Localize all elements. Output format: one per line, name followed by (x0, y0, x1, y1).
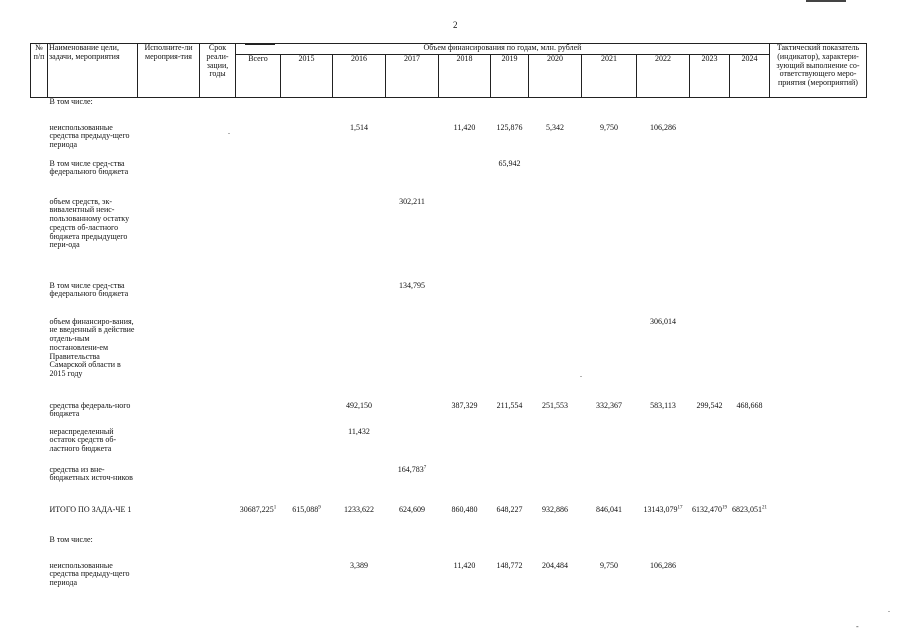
value-cell (281, 506, 333, 536)
header-funding: Объем финансирования по годам, млн. рублей (236, 44, 770, 55)
value-cell (386, 466, 439, 506)
value-cell (333, 466, 386, 506)
indicator-cell (770, 506, 867, 536)
table-row (31, 562, 867, 602)
row-name: В том числе сред-ства федерального бюджета (49, 158, 129, 177)
table-row (31, 428, 867, 466)
corner-mark (806, 0, 846, 2)
value-cell (637, 160, 690, 198)
indicator-cell (770, 318, 867, 402)
value-cell (529, 160, 582, 198)
value-cell (491, 98, 529, 124)
table-row (31, 98, 867, 124)
empty-cell (200, 466, 236, 506)
value-cell (333, 282, 386, 318)
value-cell (333, 402, 386, 428)
value-cell (529, 562, 582, 602)
cell-value: 3,389 (350, 560, 368, 570)
value-cell (236, 428, 281, 466)
cell-value: 65,942 (498, 158, 521, 168)
value-cell (730, 428, 770, 466)
empty-cell (200, 318, 236, 402)
row-name: В том числе: (49, 97, 93, 106)
value-cell (386, 282, 439, 318)
empty-cell (138, 562, 200, 602)
empty-cell (138, 198, 200, 282)
empty-cell (138, 318, 200, 402)
row-name: ИТОГО ПО ЗАДА-ЧЕ 1 (49, 504, 132, 514)
stray-mark: . (580, 370, 582, 379)
table-row (31, 402, 867, 428)
value-cell (637, 466, 690, 506)
value-cell (333, 562, 386, 602)
indicator-cell (770, 562, 867, 602)
cell-value: 251,553 (542, 400, 568, 410)
value-cell (386, 562, 439, 602)
empty-cell (200, 198, 236, 282)
value-cell (582, 124, 637, 160)
value-cell (582, 402, 637, 428)
value-cell (281, 428, 333, 466)
value-cell (281, 282, 333, 318)
empty-cell (200, 160, 236, 198)
row-number-cell (31, 198, 48, 282)
indicator-cell (770, 282, 867, 318)
row-number-cell (31, 318, 48, 402)
table-row (31, 198, 867, 282)
value-cell (529, 506, 582, 536)
value-cell (491, 160, 529, 198)
cell-value: 860,480 (451, 504, 478, 514)
row-name: средства из вне-бюджетных источ-ников (49, 464, 133, 483)
indicator-cell (770, 160, 867, 198)
value-cell (690, 536, 730, 562)
value-cell (386, 160, 439, 198)
cell-value: 468,668 (736, 400, 763, 410)
value-cell (637, 282, 690, 318)
header-rule (245, 43, 275, 45)
value-cell (529, 428, 582, 466)
cell-value: 9,750 (600, 560, 618, 570)
cell-value: 11,420 (453, 560, 476, 570)
value-cell (236, 402, 281, 428)
cell-value: 134,795 (399, 280, 425, 290)
value-cell (690, 282, 730, 318)
row-name: нераспределенный остаток средств об-ластного бюджета (49, 426, 117, 454)
cell-value: 932,886 (542, 504, 568, 514)
row-name: В том числе: (49, 534, 93, 544)
header-year: 2023 (690, 55, 730, 98)
value-cell (582, 562, 637, 602)
value-cell (690, 562, 730, 602)
value-cell (730, 124, 770, 160)
indicator-cell (770, 98, 867, 124)
value-cell (637, 506, 690, 536)
value-cell (637, 124, 690, 160)
value-cell (439, 98, 491, 124)
value-cell (730, 562, 770, 602)
footnote-mark: 9 (318, 504, 321, 510)
value-cell (529, 536, 582, 562)
table-row (31, 536, 867, 562)
stray-mark: . (228, 127, 230, 136)
footnote-mark: 7 (423, 464, 427, 470)
row-number-cell (31, 506, 48, 536)
value-cell (491, 506, 529, 536)
value-cell (439, 466, 491, 506)
row-number-cell (31, 536, 48, 562)
cell-value: 1,514 (350, 122, 368, 132)
value-cell (582, 318, 637, 402)
indicator-cell (770, 198, 867, 282)
value-cell (491, 562, 529, 602)
value-cell (236, 160, 281, 198)
value-cell (236, 466, 281, 506)
value-cell (236, 198, 281, 282)
row-number-cell (31, 466, 48, 506)
value-cell (582, 282, 637, 318)
header-year: 2021 (582, 55, 637, 98)
row-number-cell (31, 282, 48, 318)
header-year: 2020 (529, 55, 582, 98)
cell-value: 164,783 (397, 464, 424, 474)
value-cell (439, 282, 491, 318)
value-cell (582, 98, 637, 124)
value-cell (730, 466, 770, 506)
value-cell (281, 198, 333, 282)
cell-value: 615,088 (292, 504, 319, 514)
funding-table (30, 43, 867, 602)
value-cell (236, 562, 281, 602)
value-cell (386, 402, 439, 428)
value-cell (491, 282, 529, 318)
table-row (31, 124, 867, 160)
row-number-cell (31, 98, 48, 124)
cell-value: 6823,051 (732, 504, 762, 514)
empty-cell (138, 124, 200, 160)
value-cell (582, 428, 637, 466)
empty-cell (138, 282, 200, 318)
value-cell (690, 124, 730, 160)
header-indicator: Тактический показатель (индикатор), характери-зующий выполнение со-ответствующего меро-приятия (мероприятий) (770, 44, 867, 98)
cell-value: 204,484 (542, 560, 568, 570)
empty-cell (200, 428, 236, 466)
empty-cell (138, 536, 200, 562)
indicator-cell (770, 402, 867, 428)
stray-mark: - (856, 622, 859, 631)
value-cell (236, 98, 281, 124)
value-cell (582, 466, 637, 506)
value-cell (333, 98, 386, 124)
value-cell (730, 282, 770, 318)
value-cell (637, 536, 690, 562)
empty-cell (138, 466, 200, 506)
footnote-mark: 19 (722, 504, 727, 510)
value-cell (386, 98, 439, 124)
table-row (31, 160, 867, 198)
value-cell (491, 428, 529, 466)
table-row (31, 466, 867, 506)
cell-value: 6132,470 (692, 504, 722, 514)
value-cell (582, 198, 637, 282)
value-cell (690, 318, 730, 402)
value-cell (439, 402, 491, 428)
value-cell (690, 466, 730, 506)
value-cell (439, 318, 491, 402)
cell-value: 648,227 (496, 504, 523, 514)
cell-value: 11,420 (453, 122, 476, 132)
footnote-mark: 1 (273, 504, 277, 510)
indicator-cell (770, 466, 867, 506)
header-year: 2018 (439, 55, 491, 98)
value-cell (491, 198, 529, 282)
value-cell (281, 562, 333, 602)
table-row (31, 282, 867, 318)
value-cell (529, 318, 582, 402)
row-number-cell (31, 562, 48, 602)
value-cell (637, 402, 690, 428)
value-cell (491, 124, 529, 160)
cell-value: 13143,079 (643, 504, 678, 514)
empty-cell (200, 506, 236, 536)
value-cell (690, 160, 730, 198)
value-cell (333, 198, 386, 282)
value-cell (236, 282, 281, 318)
value-cell (236, 536, 281, 562)
header-year: 2017 (386, 55, 439, 98)
value-cell (529, 402, 582, 428)
value-cell (333, 536, 386, 562)
value-cell (333, 428, 386, 466)
value-cell (491, 402, 529, 428)
value-cell (333, 506, 386, 536)
value-cell (582, 536, 637, 562)
row-name: средства федераль-ного бюджета (49, 400, 131, 419)
cell-value: 148,772 (496, 560, 523, 570)
value-cell (386, 198, 439, 282)
cell-value: 624,609 (399, 504, 425, 514)
value-cell (439, 506, 491, 536)
value-cell (730, 318, 770, 402)
header-total: Всего (236, 55, 281, 98)
cell-value: 9,750 (600, 122, 618, 132)
value-cell (529, 98, 582, 124)
value-cell (730, 506, 770, 536)
value-cell (281, 466, 333, 506)
table-row (31, 318, 867, 402)
cell-value: 583,113 (650, 400, 676, 410)
empty-cell (138, 402, 200, 428)
value-cell (439, 536, 491, 562)
value-cell (529, 124, 582, 160)
footnote-mark: 21 (762, 504, 767, 510)
value-cell (333, 160, 386, 198)
value-cell (690, 506, 730, 536)
table-row (31, 506, 867, 536)
cell-value: 30687,225 (239, 504, 274, 514)
row-number-cell (31, 402, 48, 428)
value-cell (690, 198, 730, 282)
value-cell (529, 282, 582, 318)
empty-cell (138, 160, 200, 198)
value-cell (281, 318, 333, 402)
empty-cell (200, 562, 236, 602)
empty-cell (138, 98, 200, 124)
value-cell (637, 562, 690, 602)
value-cell (236, 506, 281, 536)
value-cell (281, 98, 333, 124)
row-number-cell (31, 160, 48, 198)
value-cell (439, 160, 491, 198)
value-cell (281, 536, 333, 562)
cell-value: 846,041 (596, 504, 622, 514)
value-cell (730, 536, 770, 562)
value-cell (386, 506, 439, 536)
header-num: № п/п (31, 44, 48, 98)
header-year: 2016 (333, 55, 386, 98)
header-year: 2019 (491, 55, 529, 98)
row-name: объем средств, эк-вивалентный неис-пользованному остатку средств об-ластного бюджета предыдущего пери-ода (49, 196, 130, 250)
value-cell (439, 124, 491, 160)
empty-cell (200, 402, 236, 428)
row-name: объем финансиро-вания, не введенный в действие отдель-ным постановлени-ем Правительства Самарской области в 2015 году (49, 316, 135, 379)
cell-value: 306,014 (650, 316, 676, 326)
empty-cell (200, 282, 236, 318)
row-number-cell (31, 124, 48, 160)
row-name: неиспользованные средства предыду-щего периода (49, 122, 130, 150)
empty-cell (200, 124, 236, 160)
value-cell (281, 160, 333, 198)
value-cell (236, 318, 281, 402)
value-cell (386, 318, 439, 402)
value-cell (439, 198, 491, 282)
empty-cell (138, 506, 200, 536)
header-executor: Исполните-ли мероприя-тия (138, 44, 200, 98)
header-name: Наименование цели, задачи, мероприятия (48, 44, 138, 98)
row-name: В том числе сред-ства федерального бюджета (49, 280, 129, 299)
value-cell (386, 428, 439, 466)
value-cell (730, 402, 770, 428)
value-cell (439, 562, 491, 602)
cell-value: 387,329 (451, 400, 478, 410)
value-cell (637, 428, 690, 466)
cell-value: 11,432 (348, 426, 370, 436)
value-cell (582, 160, 637, 198)
cell-value: 125,876 (496, 122, 523, 132)
value-cell (386, 124, 439, 160)
value-cell (690, 98, 730, 124)
indicator-cell (770, 428, 867, 466)
footnote-mark: 17 (677, 504, 683, 510)
cell-value: 211,554 (496, 400, 523, 410)
value-cell (491, 318, 529, 402)
value-cell (281, 402, 333, 428)
value-cell (730, 98, 770, 124)
value-cell (491, 466, 529, 506)
empty-cell (138, 428, 200, 466)
page-number: 2 (453, 20, 458, 30)
empty-cell (200, 98, 236, 124)
value-cell (491, 536, 529, 562)
cell-value: 299,542 (696, 400, 723, 410)
value-cell (582, 506, 637, 536)
value-cell (439, 428, 491, 466)
value-cell (529, 198, 582, 282)
cell-value: 302,211 (399, 196, 425, 206)
header-year: 2024 (730, 55, 770, 98)
value-cell (236, 124, 281, 160)
value-cell (637, 318, 690, 402)
value-cell (386, 536, 439, 562)
value-cell (730, 198, 770, 282)
value-cell (529, 466, 582, 506)
value-cell (333, 318, 386, 402)
cell-value: 1233,622 (344, 504, 374, 514)
row-name: неиспользованные средства предыду-щего периода (49, 560, 130, 588)
indicator-cell (770, 124, 867, 160)
table-body (31, 98, 867, 602)
value-cell (281, 124, 333, 160)
row-number-cell (31, 428, 48, 466)
header-year: 2022 (637, 55, 690, 98)
cell-value: 492,150 (346, 400, 372, 410)
value-cell (637, 198, 690, 282)
cell-value: 332,367 (596, 400, 622, 410)
value-cell (690, 402, 730, 428)
stray-mark: . (888, 605, 890, 614)
value-cell (637, 98, 690, 124)
value-cell (333, 124, 386, 160)
cell-value: 106,286 (650, 122, 676, 132)
value-cell (690, 428, 730, 466)
indicator-cell (770, 536, 867, 562)
value-cell (730, 160, 770, 198)
cell-value: 106,286 (650, 560, 676, 570)
empty-cell (200, 536, 236, 562)
header-term: Срок реали-зации, годы (200, 44, 236, 98)
cell-value: 5,342 (546, 122, 564, 132)
header-year: 2015 (281, 55, 333, 98)
